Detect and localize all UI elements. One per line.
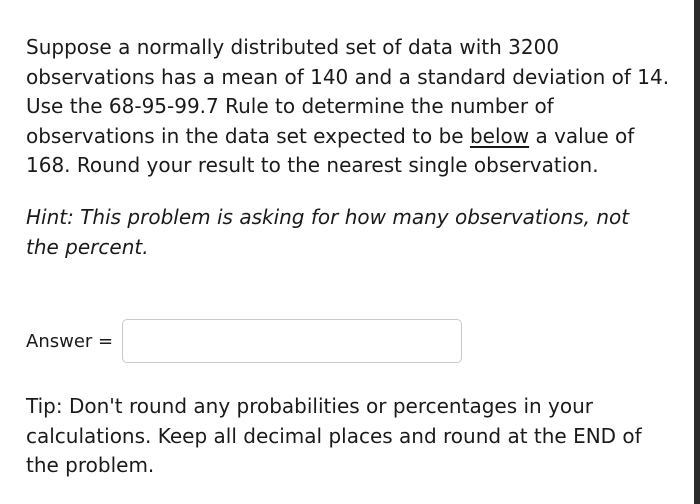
tip-line: the problem. xyxy=(26,453,155,477)
tip-line: calculations. Keep all decimal places and round at the END of xyxy=(26,423,642,448)
question-line-suffix: a value of xyxy=(529,123,635,148)
answer-row xyxy=(26,318,462,364)
question-line xyxy=(26,122,686,152)
question-line: 168. Round your result to the nearest single observation. xyxy=(26,153,599,177)
hint-text xyxy=(26,203,686,262)
question-text xyxy=(26,33,686,181)
answer-label: Answer = xyxy=(26,330,114,352)
hint-line: the percent. xyxy=(26,234,149,259)
window-edge xyxy=(694,0,700,504)
emphasized-word: below xyxy=(469,123,530,148)
question-line: Suppose a normally distributed set of data with 3200 xyxy=(26,35,560,59)
answer-input[interactable] xyxy=(122,319,462,363)
hint-line: Hint: This problem is asking for how many observations, not xyxy=(26,205,630,229)
tip-line: Tip: Don't round any probabilities or percentages in your xyxy=(26,394,594,418)
tip-text xyxy=(26,392,686,481)
question-line-prefix: observations in the data set expected to be xyxy=(26,123,470,148)
question-line: observations has a mean of 140 and a standard deviation of 14. xyxy=(26,64,670,89)
question-line: Use the 68-95-99.7 Rule to determine the number of xyxy=(26,94,554,118)
